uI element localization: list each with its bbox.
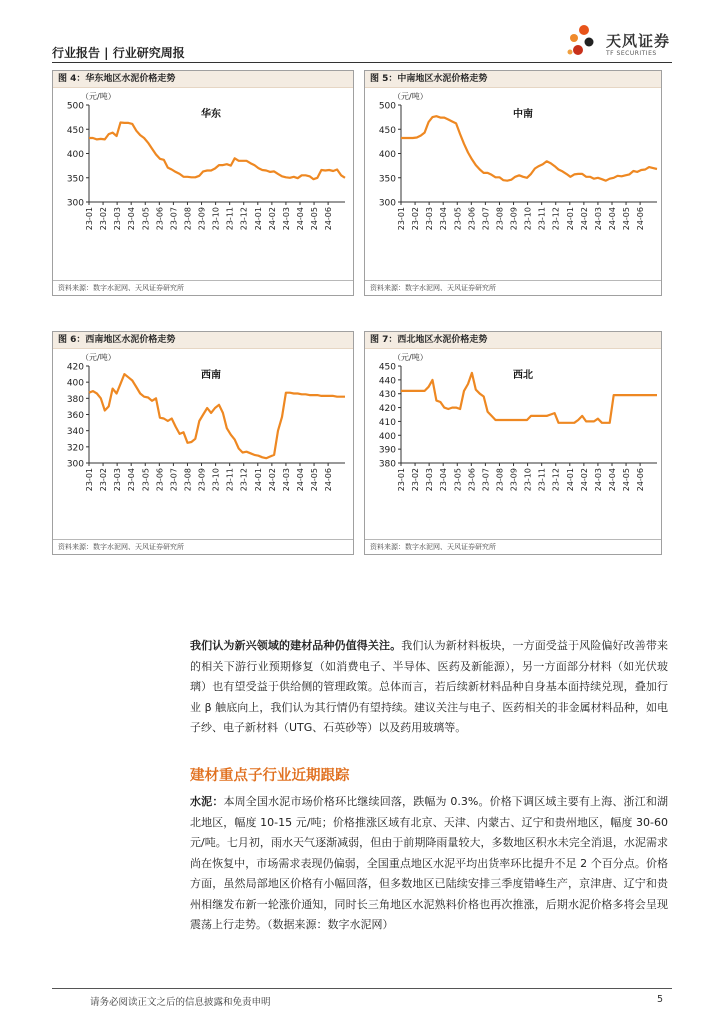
x-tick-label: 23-04	[127, 468, 137, 492]
x-tick-label: 24-04	[295, 468, 305, 492]
x-tick-label: 23-09	[509, 468, 519, 492]
x-tick-label: 24-05	[622, 207, 632, 231]
x-tick-label: 23-03	[425, 468, 435, 492]
chart-panel-east-china	[52, 70, 354, 296]
x-tick-label: 23-01	[85, 207, 94, 231]
y-tick-label: 450	[66, 125, 84, 136]
x-tick-label: 23-08	[183, 207, 193, 231]
x-tick-label: 23-11	[537, 468, 547, 492]
report-header-title: 行业报告 | 行业研究周报	[52, 46, 185, 60]
chart-title: 华东	[201, 109, 221, 120]
x-tick-label: 23-01	[85, 468, 94, 492]
x-tick-label: 23-05	[453, 207, 463, 231]
x-tick-label: 24-05	[622, 468, 632, 492]
y-tick-label: 450	[378, 362, 396, 373]
axis-unit: （元/吨）	[81, 92, 116, 101]
x-tick-label: 24-03	[281, 207, 291, 231]
y-tick-label: 400	[66, 150, 84, 160]
x-tick-label: 23-12	[551, 207, 561, 231]
y-tick-label: 400	[378, 431, 396, 442]
page-number: 5	[657, 994, 664, 1005]
chart-title: 西北	[513, 370, 533, 381]
series-line	[89, 123, 345, 180]
x-tick-label: 24-04	[607, 468, 617, 492]
chart-source: 资料来源：数字水泥网、天风证券研究所	[53, 280, 353, 295]
x-tick-label: 23-11	[537, 207, 547, 231]
chart-central-south	[365, 89, 661, 279]
y-tick-label: 420	[378, 404, 396, 415]
x-tick-label: 24-06	[324, 468, 334, 492]
x-tick-label: 23-07	[169, 468, 179, 492]
x-tick-label: 24-03	[593, 207, 603, 231]
chart-northwest	[365, 350, 661, 538]
x-tick-label: 23-06	[467, 207, 477, 231]
x-tick-label: 24-01	[565, 468, 575, 492]
x-tick-label: 23-05	[141, 468, 151, 492]
chart-source: 资料来源：数字水泥网、天风证券研究所	[365, 539, 661, 554]
section-title: 建材重点子行业近期跟踪	[190, 768, 350, 784]
y-tick-label: 410	[378, 417, 396, 428]
series-line	[89, 374, 345, 458]
x-tick-label: 23-10	[211, 468, 221, 492]
axis-unit: （元/吨）	[81, 353, 116, 362]
y-tick-label: 500	[378, 101, 396, 112]
paragraph-lead: 我们认为新兴领域的建材品种仍值得关注。	[190, 639, 402, 652]
y-tick-label: 350	[66, 174, 84, 185]
series-line	[401, 116, 657, 181]
x-tick-label: 23-07	[169, 207, 179, 231]
x-tick-label: 23-04	[439, 468, 449, 492]
x-tick-label: 23-04	[127, 207, 137, 231]
y-tick-label: 450	[378, 125, 396, 136]
footer-disclaimer: 请务必阅读正文之后的信息披露和免责申明	[90, 997, 271, 1008]
logo-name-cn: 天风证券	[606, 32, 671, 50]
chart-source: 资料来源：数字水泥网、天风证券研究所	[365, 280, 661, 295]
y-tick-label: 420	[66, 362, 84, 373]
x-tick-label: 23-08	[183, 468, 193, 492]
x-tick-label: 23-09	[509, 207, 519, 231]
x-tick-label: 23-12	[239, 468, 249, 492]
x-tick-label: 24-03	[281, 468, 291, 492]
x-tick-label: 24-01	[565, 207, 575, 231]
x-tick-label: 23-10	[523, 207, 533, 231]
y-tick-label: 320	[66, 443, 84, 454]
company-logo	[562, 22, 702, 66]
x-tick-label: 23-10	[523, 468, 533, 492]
y-tick-label: 500	[66, 101, 84, 112]
chart-east-china	[53, 89, 353, 279]
x-tick-label: 24-02	[267, 207, 277, 231]
x-tick-label: 24-05	[310, 468, 320, 492]
chart-caption: 图 5：中南地区水泥价格走势	[365, 71, 661, 88]
y-tick-label: 350	[378, 174, 396, 185]
x-tick-label: 24-03	[593, 468, 603, 492]
x-tick-label: 23-02	[99, 207, 109, 231]
y-tick-label: 430	[378, 390, 396, 401]
x-tick-label: 24-01	[253, 207, 263, 231]
paragraph-body: 我们认为新材料板块，一方面受益于风险偏好改善带来的相关下游行业预期修复（如消费电子、半导体、医药及新能源），另一方面部分材料（如光伏玻璃）也有望受益于供给侧的管理政策。总体而言，若后续新材料品种自身基本面持续兑现，叠加行业 β 触底向上，我们认为其行情仍有望持续。建议关注与电子、医药相关的非金属材料品种，如电子纱、电子新材料（UTG、石英砂等）以及药用玻璃等。	[190, 639, 669, 734]
x-tick-label: 23-09	[197, 468, 207, 492]
x-tick-label: 23-11	[225, 207, 235, 231]
x-tick-label: 23-02	[99, 468, 109, 492]
x-tick-label: 24-05	[310, 207, 320, 231]
chart-southwest	[53, 350, 353, 538]
x-tick-label: 23-09	[197, 207, 207, 231]
x-tick-label: 23-06	[155, 468, 165, 492]
x-tick-label: 23-03	[425, 207, 435, 231]
x-tick-label: 23-08	[495, 468, 505, 492]
x-tick-label: 24-04	[607, 207, 617, 231]
x-tick-label: 23-06	[155, 207, 165, 231]
chart-panel-northwest	[364, 331, 662, 555]
x-tick-label: 23-03	[113, 468, 123, 492]
x-tick-label: 24-02	[267, 468, 277, 492]
x-tick-label: 23-05	[453, 468, 463, 492]
x-tick-label: 24-06	[636, 207, 646, 231]
x-tick-label: 23-07	[481, 468, 491, 492]
x-tick-label: 23-10	[211, 207, 221, 231]
x-tick-label: 23-05	[141, 207, 151, 231]
y-tick-label: 400	[378, 150, 396, 160]
paragraph-cement	[190, 792, 668, 936]
y-tick-label: 400	[66, 378, 84, 389]
x-tick-label: 23-11	[225, 468, 235, 492]
axis-unit: （元/吨）	[393, 92, 428, 101]
x-tick-label: 23-02	[411, 468, 421, 492]
x-tick-label: 23-12	[551, 468, 561, 492]
y-tick-label: 300	[66, 198, 84, 209]
y-tick-label: 380	[378, 459, 396, 470]
x-tick-label: 24-06	[324, 207, 334, 231]
x-tick-label: 24-01	[253, 468, 263, 492]
x-tick-label: 24-04	[295, 207, 305, 231]
x-tick-label: 23-12	[239, 207, 249, 231]
x-tick-label: 23-07	[481, 207, 491, 231]
chart-caption: 图 4：华东地区水泥价格走势	[53, 71, 353, 88]
y-tick-label: 300	[378, 198, 396, 209]
chart-panel-central-south	[364, 70, 662, 296]
y-tick-label: 380	[66, 394, 84, 405]
y-tick-label: 340	[66, 427, 84, 438]
logo-mark-icon	[562, 22, 602, 62]
x-tick-label: 24-02	[579, 468, 589, 492]
chart-title: 中南	[513, 109, 533, 120]
x-tick-label: 24-06	[636, 468, 646, 492]
chart-title: 西南	[201, 370, 221, 381]
chart-source: 资料来源：数字水泥网、天风证券研究所	[53, 539, 353, 554]
axis-unit: （元/吨）	[393, 353, 428, 362]
y-tick-label: 390	[378, 445, 396, 456]
chart-caption: 图 6：西南地区水泥价格走势	[53, 332, 353, 349]
y-tick-label: 360	[66, 411, 84, 421]
x-tick-label: 23-01	[397, 207, 406, 231]
y-tick-label: 440	[378, 376, 396, 387]
chart-panel-southwest	[52, 331, 354, 555]
logo-name-en: TF SECURITIES	[606, 50, 657, 57]
x-tick-label: 24-02	[579, 207, 589, 231]
x-tick-label: 23-08	[495, 207, 505, 231]
x-tick-label: 23-04	[439, 207, 449, 231]
x-tick-label: 23-01	[397, 468, 406, 492]
x-tick-label: 23-03	[113, 207, 123, 231]
header-divider	[52, 62, 672, 63]
paragraph-lead: 水泥：	[190, 795, 224, 808]
paragraph-new-materials	[190, 636, 668, 739]
x-tick-label: 23-06	[467, 468, 477, 492]
chart-caption: 图 7：西北地区水泥价格走势	[365, 332, 661, 349]
footer-divider	[52, 988, 672, 989]
x-tick-label: 23-02	[411, 207, 421, 231]
y-tick-label: 300	[66, 459, 84, 470]
paragraph-body: 本周全国水泥市场价格环比继续回落，跌幅为 0.3%。价格下调区域主要有上海、浙江和湖北地区，幅度 10-15 元/吨；价格推涨区域有北京、天津、内蒙古、辽宁和贵州地区，幅度 30-60 元/吨。七月初，雨水天气逐渐减弱，但由于前期降雨量较大，多数地区积水未完全消退，水泥需求尚在恢复中，市场需求表现仍偏弱，全国重点地区水泥平均出货率环比提升不足 2 个百分点。价格方面，虽然局部地区价格有小幅回落，但多数地区已陆续安排三季度错峰生产，京津唐、辽宁和贵州相继发布新一轮涨价通知，同时长三角地区水泥熟料价格也再次推涨，后期水泥价格多将会呈现震荡上行走势。（数据来源：数字水泥网）	[190, 795, 668, 931]
